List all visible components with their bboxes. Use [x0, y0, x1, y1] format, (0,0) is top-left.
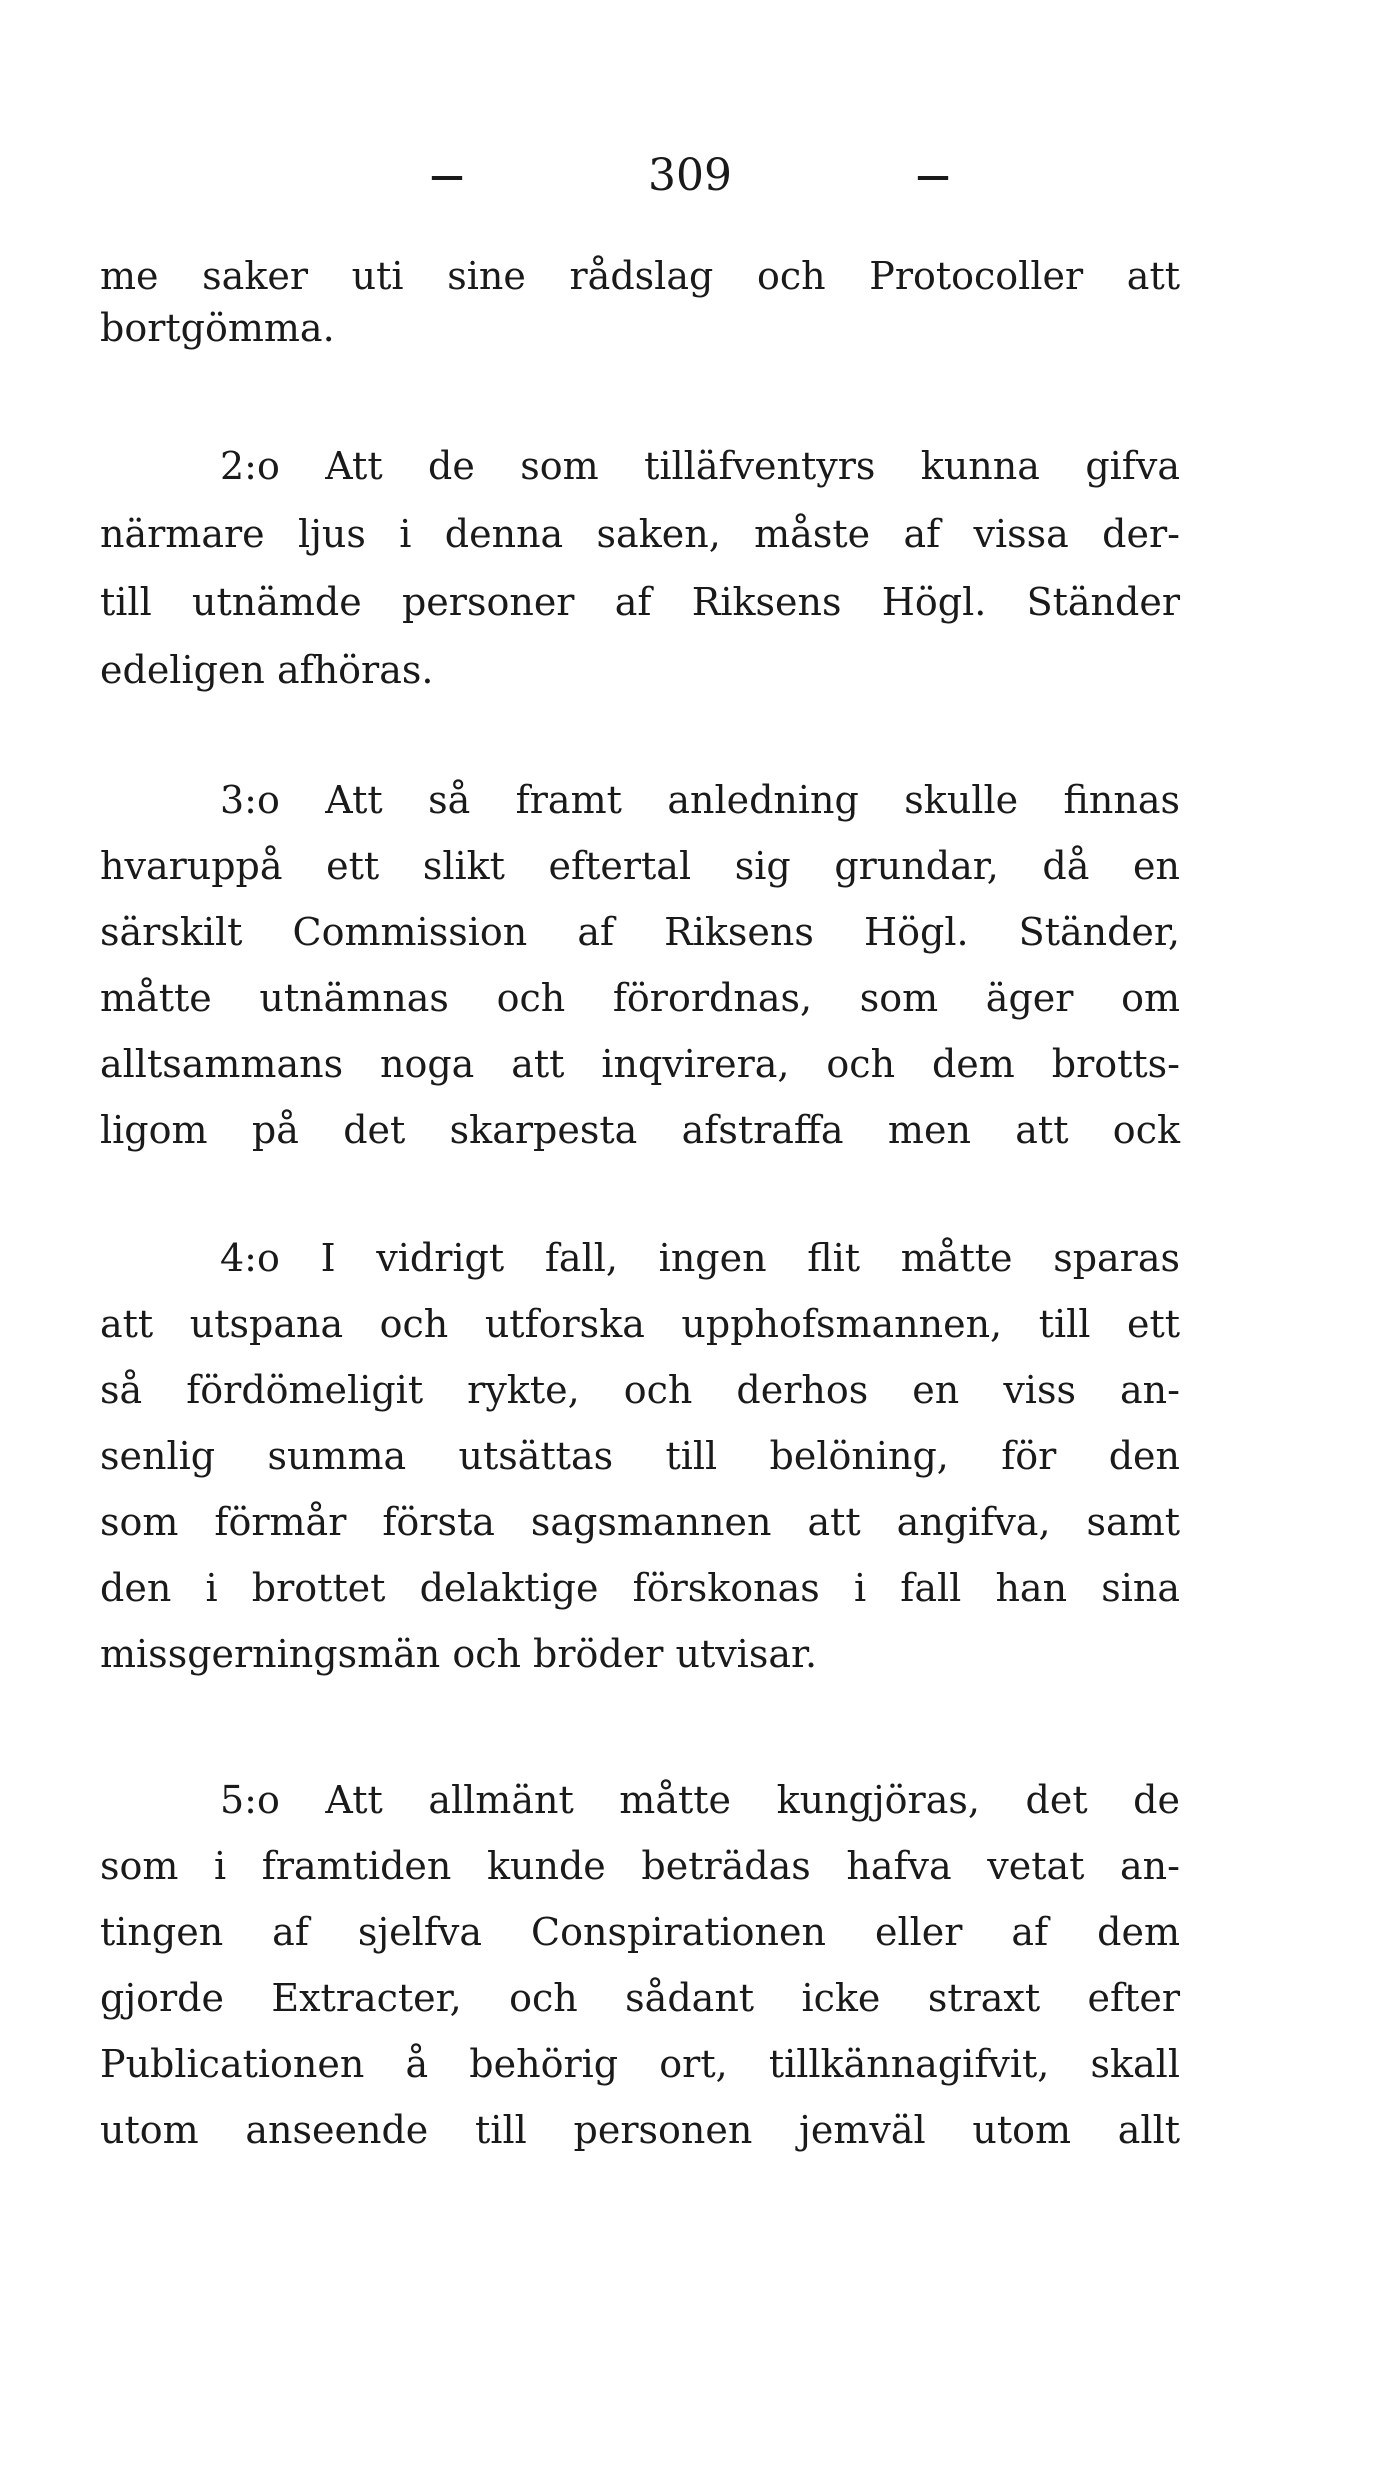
text-line: utom anseende till personen jemväl utom allt: [100, 2108, 1180, 2152]
text-line: tingen af sjelfva Conspirationen eller af dem: [100, 1910, 1180, 1954]
text-line: som förmår första sagsmannen att angifva, samt: [100, 1500, 1180, 1544]
text-line: till utnämde personer af Riksens Högl. Ständer: [100, 580, 1180, 624]
text-line: edeligen afhöras.: [100, 648, 434, 692]
header-left-mark: —: [430, 155, 464, 196]
text-line: 3:o Att så framt anledning skulle finnas: [220, 778, 1180, 822]
text-line: gjorde Extracter, och sådant icke straxt efter: [100, 1976, 1180, 2020]
page-number: 309: [648, 150, 732, 201]
text-line: 5:o Att allmänt måtte kungjöras, det de: [220, 1778, 1180, 1822]
text-line: så fördömeligit rykte, och derhos en viss an-: [100, 1368, 1180, 1412]
text-line: som i framtiden kunde beträdas hafva vetat an-: [100, 1844, 1180, 1888]
page-header: [430, 150, 950, 201]
text-line: alltsammans noga att inqvirera, och dem brotts-: [100, 1042, 1180, 1086]
text-line: bortgömma.: [100, 306, 335, 350]
text-line: me saker uti sine rådslag och Protocoller att: [100, 254, 1180, 298]
text-line: särskilt Commission af Riksens Högl. Ständer,: [100, 910, 1180, 954]
text-line: 2:o Att de som tilläfventyrs kunna gifva: [220, 444, 1180, 488]
text-line: att utspana och utforska upphofsmannen, till ett: [100, 1302, 1180, 1346]
text-line: ligom på det skarpesta afstraffa men att ock: [100, 1108, 1180, 1152]
text-line: 4:o I vidrigt fall, ingen flit måtte sparas: [220, 1236, 1180, 1280]
text-line: måtte utnämnas och förordnas, som äger om: [100, 976, 1180, 1020]
text-line: den i brottet delaktige förskonas i fall han sina: [100, 1566, 1180, 1610]
text-line: hvaruppå ett slikt eftertal sig grundar, då en: [100, 844, 1180, 888]
text-line: Publicationen å behörig ort, tillkännagifvit, skall: [100, 2042, 1180, 2086]
header-right-mark: —: [915, 155, 950, 196]
text-line: närmare ljus i denna saken, måste af vissa der-: [100, 512, 1180, 556]
text-line: senlig summa utsättas till belöning, för den: [100, 1434, 1180, 1478]
text-line: missgerningsmän och bröder utvisar.: [100, 1632, 818, 1676]
